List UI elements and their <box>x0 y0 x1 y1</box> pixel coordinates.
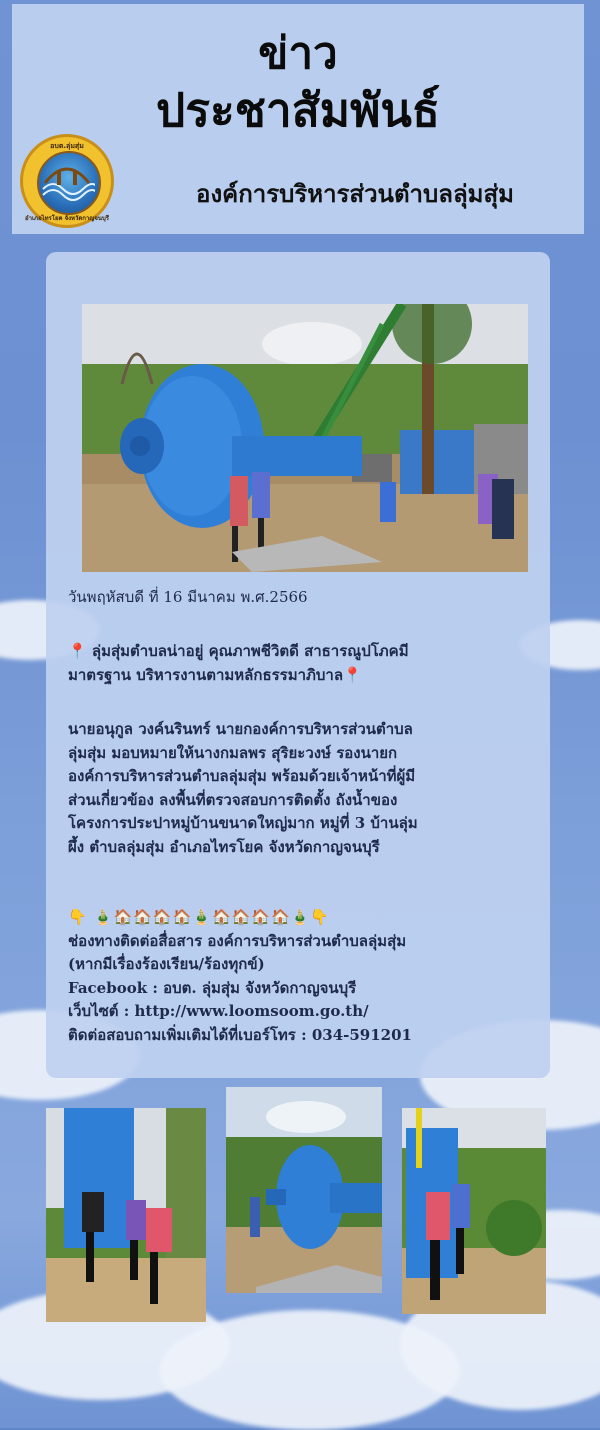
photo-inspection-right <box>402 1108 546 1314</box>
body-line: นายอนุกูล วงค์นรินทร์ นายกองค์การบริหารส่วนตำบล <box>68 720 413 738</box>
contact-website: เว็บไซต์ : http://www.loomsoom.go.th/ <box>68 1002 369 1020</box>
post-date: วันพฤหัสบดี ที่ 16 มีนาคม พ.ศ.2566 <box>68 588 308 606</box>
photo-inspection-left <box>46 1108 206 1322</box>
post-body <box>68 718 546 859</box>
contact-heading: ช่องทางติดต่อสื่อสาร องค์การบริหารส่วนตำบลลุ่มสุ่ม <box>68 931 407 950</box>
seal-emblem-icon <box>37 151 101 215</box>
photo-tank-center <box>226 1087 382 1293</box>
decorative-emoji-row: 👇 🎍🏠🏠🏠🏠🎍🏠🏠🏠🏠🎍👇 <box>68 908 331 926</box>
contact-section <box>68 906 548 1047</box>
body-line: ลุ่มสุ่ม มอบหมายให้นางกมลพร สุริยะวงษ์ รองนายก <box>68 743 398 762</box>
contact-facebook: Facebook : อบต. ลุ่มสุ่ม จังหวัดกาญจนบุรี <box>68 978 357 997</box>
main-photo-water-tank-installation <box>82 304 528 572</box>
body-line: องค์การบริหารส่วนตำบลลุ่มสุ่ม พร้อมด้วยเจ้าหน้าที่ผู้มี <box>68 767 416 785</box>
title-line-1: ข่าว <box>258 28 338 79</box>
seal-text-bottom: อำเภอไทรโยค จังหวัดกาญจนบุรี <box>24 215 110 222</box>
body-line: ส่วนเกี่ยวข้อง ลงพื้นที่ตรวจสอบการติดตั้ง ถังน้ำของ <box>68 790 398 809</box>
map-pin-icon: 📍 <box>343 665 362 684</box>
contact-phone: ติดต่อสอบถามเพิ่มเติมได้ที่เบอร์โทร : 034-591201 <box>68 1025 412 1044</box>
title-line-2: ประชาสัมพันธ์ <box>156 83 440 137</box>
contact-note: (หากมีเรื่องร้องเรียน/ร้องทุกข์) <box>68 955 265 973</box>
header-banner <box>12 4 584 234</box>
seal-text-top: อบต.ลุ่มสุ่ม <box>50 142 84 150</box>
organization-seal-logo <box>20 134 114 228</box>
post-tagline <box>68 640 548 687</box>
organization-name: องค์การบริหารส่วนตำบลลุ่มสุ่ม <box>196 180 514 208</box>
tagline-line-1: ลุ่มสุ่มตำบลน่าอยู่ คุณภาพชีวิตดี สาธารณูปโภคมี <box>91 642 409 660</box>
body-line: ผึ้ง ตำบลลุ่มสุ่ม อำเภอไทรโยค จังหวัดกาญจนบุรี <box>68 837 380 856</box>
body-line: โครงการประปาหมู่บ้านขนาดใหญ่มาก หมู่ที่ 3 บ้านลุ่ม <box>68 814 418 832</box>
map-pin-icon: 📍 <box>68 642 87 660</box>
tagline-line-2: มาตรฐาน บริหารงานตามหลักธรรมาภิบาล <box>68 665 344 684</box>
